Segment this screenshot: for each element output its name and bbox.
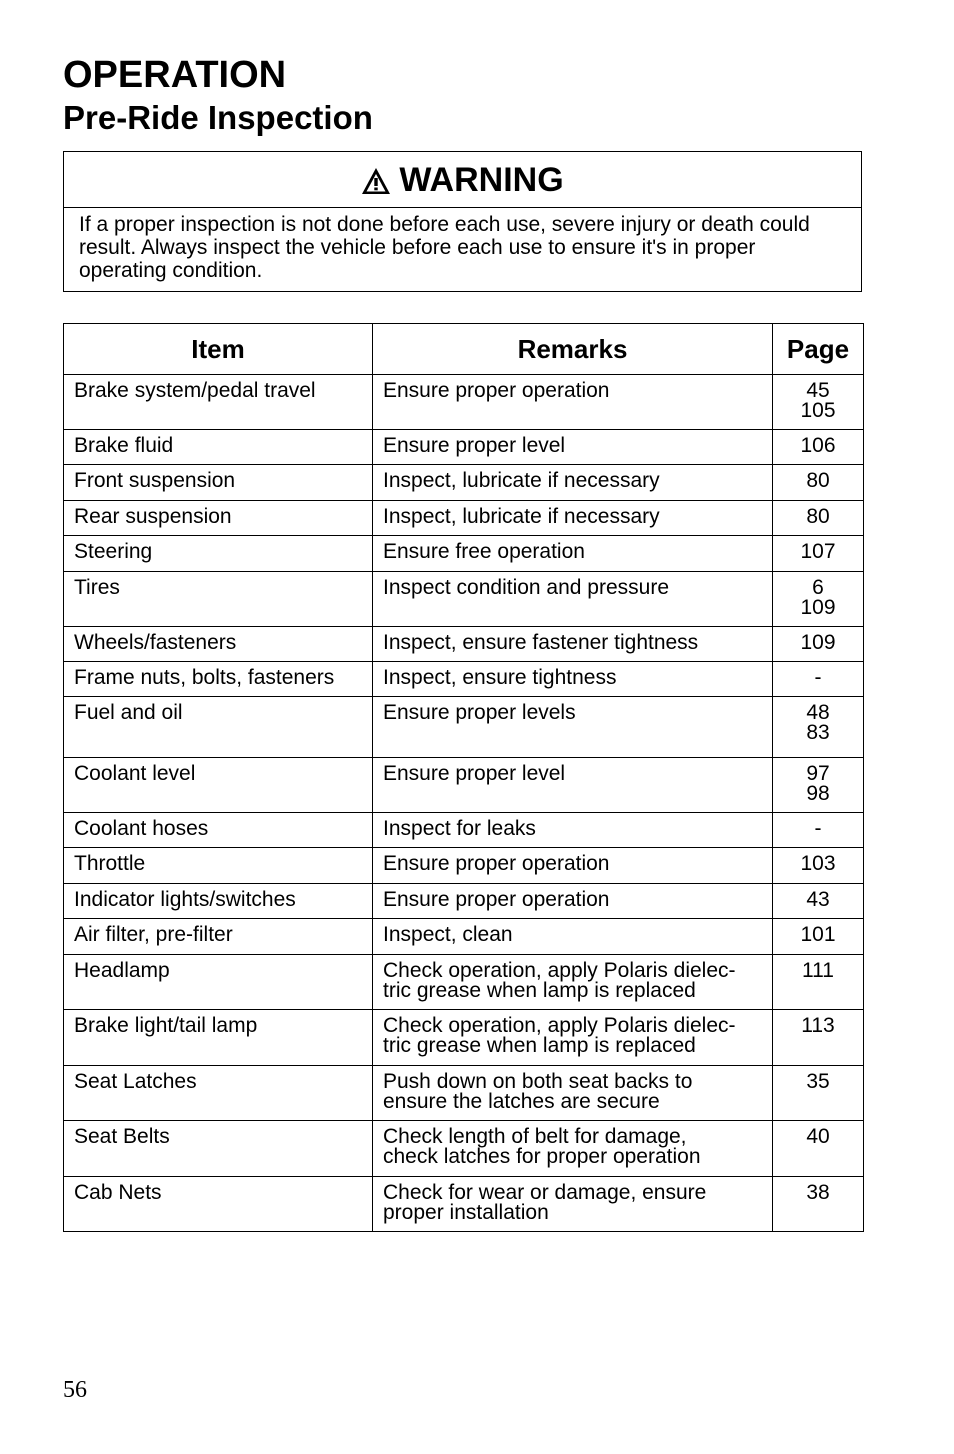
cell-remarks: Inspect for leaks: [373, 813, 773, 848]
table-body: [64, 375, 864, 1232]
page-ref: -: [814, 817, 822, 840]
cell-remarks: Ensure proper levels: [373, 697, 773, 758]
cell-remarks: Ensure proper operation: [373, 884, 773, 919]
table-row: [64, 465, 864, 501]
page-ref: 45: [806, 379, 830, 402]
cell-item: Seat Belts: [64, 1121, 373, 1177]
cell-remarks: Inspect, ensure fastener tightness: [373, 627, 773, 662]
page-ref: 80: [806, 505, 830, 528]
cell-page: [773, 813, 864, 848]
cell-remarks: Inspect, lubricate if necessary: [373, 501, 773, 536]
cell-remarks: Ensure free operation: [373, 536, 773, 572]
table-row: [64, 1010, 864, 1066]
page-ref: 43: [806, 888, 830, 911]
table-row: [64, 375, 864, 430]
cell-remarks: Ensure proper level: [373, 430, 773, 465]
cell-page: [773, 465, 864, 501]
cell-remarks: Check for wear or damage, ensure proper installation: [373, 1177, 773, 1232]
cell-item: Brake light/tail lamp: [64, 1010, 373, 1066]
page-ref: 6: [812, 576, 824, 599]
cell-remarks: Ensure proper level: [373, 758, 773, 813]
table-row: [64, 536, 864, 572]
cell-item: Air filter, pre-filter: [64, 919, 373, 955]
page-ref: 106: [800, 434, 836, 457]
table-row: [64, 884, 864, 919]
column-header-item: Item: [64, 324, 373, 375]
page-ref: 40: [806, 1125, 830, 1148]
cell-item: Throttle: [64, 848, 373, 884]
cell-remarks: Check operation, apply Polaris dielec- tric grease when lamp is replaced: [373, 1010, 773, 1066]
page-ref: 103: [800, 852, 836, 875]
page-ref: 97: [806, 762, 830, 785]
cell-item: Headlamp: [64, 955, 373, 1010]
table-row: [64, 813, 864, 848]
cell-item: Cab Nets: [64, 1177, 373, 1232]
cell-page: [773, 919, 864, 955]
cell-page: [773, 662, 864, 697]
table-header-row: [64, 324, 864, 375]
table-row: [64, 697, 864, 758]
cell-remarks: Inspect, ensure tightness: [373, 662, 773, 697]
cell-page: [773, 1121, 864, 1177]
page-ref: 35: [806, 1070, 830, 1093]
cell-item: Brake system/pedal travel: [64, 375, 373, 430]
cell-item: Seat Latches: [64, 1066, 373, 1121]
page-number: 56: [63, 1377, 87, 1403]
cell-remarks: Ensure proper operation: [373, 375, 773, 430]
page-ref: 109: [800, 631, 836, 654]
cell-remarks: Check length of belt for damage, check latches for proper operation: [373, 1121, 773, 1177]
cell-page: [773, 1177, 864, 1232]
cell-page: [773, 430, 864, 465]
column-header-page: Page: [773, 324, 864, 375]
cell-remarks: Inspect, clean: [373, 919, 773, 955]
cell-page: [773, 1010, 864, 1066]
warning-header: [64, 152, 861, 208]
cell-remarks: Check operation, apply Polaris dielec- tric grease when lamp is replaced: [373, 955, 773, 1010]
cell-remarks: Ensure proper operation: [373, 848, 773, 884]
cell-item: Steering: [64, 536, 373, 572]
page-ref: 109: [800, 596, 836, 619]
table-row: [64, 758, 864, 813]
inspection-table: [63, 323, 864, 1232]
table-row: [64, 627, 864, 662]
cell-item: Rear suspension: [64, 501, 373, 536]
cell-page: [773, 1066, 864, 1121]
cell-page: [773, 501, 864, 536]
cell-page: [773, 536, 864, 572]
page-ref: 113: [801, 1014, 835, 1037]
table-row: [64, 572, 864, 627]
cell-page: [773, 884, 864, 919]
table-row: [64, 1066, 864, 1121]
cell-remarks: Inspect condition and pressure: [373, 572, 773, 627]
page-ref: 38: [806, 1181, 830, 1204]
warning-box: [63, 151, 862, 292]
cell-remarks: Inspect, lubricate if necessary: [373, 465, 773, 501]
page-title: Pre-Ride Inspection: [63, 99, 373, 136]
table-row: [64, 1121, 864, 1177]
cell-page: [773, 955, 864, 1010]
table-row: [64, 662, 864, 697]
cell-page: [773, 697, 864, 758]
cell-remarks: Push down on both seat backs to ensure the latches are secure: [373, 1066, 773, 1121]
page-ref: 83: [806, 721, 830, 744]
page-ref: 107: [800, 540, 836, 563]
cell-item: Coolant hoses: [64, 813, 373, 848]
page-ref: 101: [800, 923, 836, 946]
table-row: [64, 1177, 864, 1232]
cell-item: Front suspension: [64, 465, 373, 501]
cell-item: Frame nuts, bolts, fasteners: [64, 662, 373, 697]
cell-item: Coolant level: [64, 758, 373, 813]
table-row: [64, 501, 864, 536]
cell-item: Tires: [64, 572, 373, 627]
cell-item: Indicator lights/switches: [64, 884, 373, 919]
page-ref: 48: [806, 701, 830, 724]
warning-label: WARNING: [399, 160, 564, 199]
cell-page: [773, 627, 864, 662]
table-row: [64, 430, 864, 465]
cell-page: [773, 572, 864, 627]
cell-item: Wheels/fasteners: [64, 627, 373, 662]
cell-page: [773, 848, 864, 884]
page-ref: 105: [800, 399, 836, 422]
column-header-remarks: Remarks: [373, 324, 773, 375]
table-row: [64, 848, 864, 884]
cell-page: [773, 758, 864, 813]
page-ref: 111: [802, 959, 834, 982]
table-row: [64, 955, 864, 1010]
page-ref: 98: [806, 782, 830, 805]
page-ref: -: [814, 666, 822, 689]
cell-item: Brake fluid: [64, 430, 373, 465]
warning-text: If a proper inspection is not done before each use, severe injury or death could result. Always inspect the vehicle before each use to ensure it's in proper operating condition.: [79, 213, 810, 282]
table-row: [64, 919, 864, 955]
section-title: OPERATION: [63, 54, 287, 96]
warning-triangle-icon: [361, 167, 391, 195]
cell-page: [773, 375, 864, 430]
cell-item: Fuel and oil: [64, 697, 373, 758]
page-ref: 80: [806, 469, 830, 492]
